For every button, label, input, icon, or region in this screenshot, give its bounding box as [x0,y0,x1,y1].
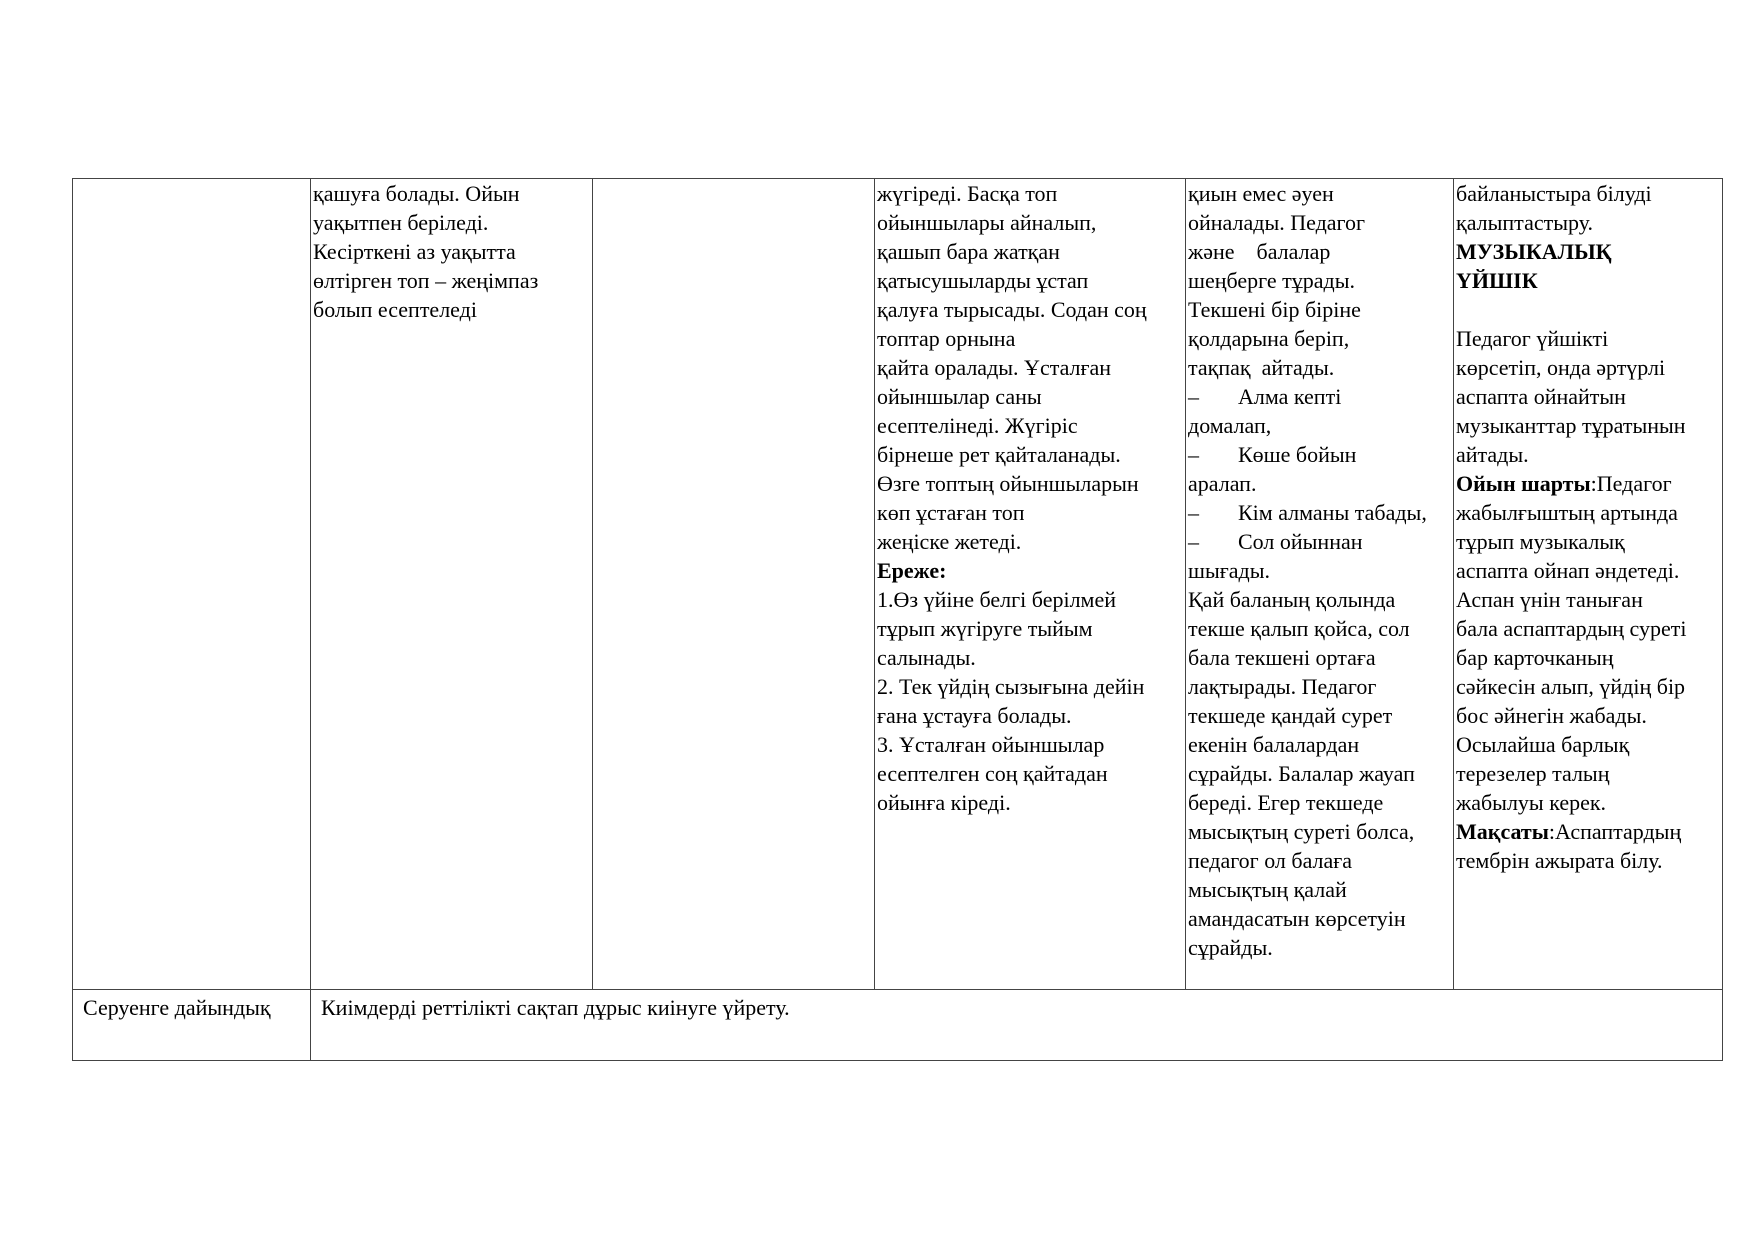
rules-heading: Ереже: [877,558,947,583]
verse-line [1188,469,1451,498]
text-line: ойыншылар саны [877,384,1042,409]
text-line: қиын емес әуен [1188,181,1334,206]
blank-line [1456,295,1720,324]
text-line: Өзге топтың ойыншыларын [877,471,1139,496]
verse-dash: – [1188,384,1199,409]
text-line: амандасатын көрсетуін [1188,906,1406,931]
game-title: МУЗЫКАЛЫҚ [1456,239,1612,264]
text-line: көрсетіп, онда әртүрлі [1456,355,1666,380]
rule-line: 3. Ұсталған ойыншылар [877,732,1105,757]
text-line: байланыстыра білуді [1456,181,1652,206]
text-line: жеңіске жетеді. [877,529,1022,554]
text-line: Осылайша барлық [1456,732,1630,757]
text-line: уақытпен беріледі. [313,210,489,235]
text-line: көп ұстаған топ [877,500,1025,525]
text-line: Текшені бір біріне [1188,297,1361,322]
verse-text: Алма кепті [1238,384,1342,409]
text-line: лақтырады. Педагог [1188,674,1377,699]
text-line: бала аспаптардың суреті [1456,616,1687,641]
cell-running-game [875,179,1186,990]
text-line: айтады. [1456,442,1529,467]
text-line: топтар орнына [877,326,1016,351]
text-line: сұрайды. [1188,935,1273,960]
text-line: ойналады. Педагог [1188,210,1366,235]
text-line: шеңберге тұрады. [1188,268,1355,293]
text-line: педагог ол балаға [1188,848,1353,873]
verse-dash: – [1188,442,1199,467]
text-line: текше қалып қойса, сол [1188,616,1410,641]
text-line: мысықтың суреті болса, [1188,819,1415,844]
cell-empty-label [73,179,311,990]
cell-game-ending [311,179,593,990]
text-line: бала текшені ортаға [1188,645,1376,670]
text-line: Педагог үйшікті [1456,326,1609,351]
rule-line: тұрып жүгіруге тыйым [877,616,1093,641]
walk-prep-label: Серуенге дайындық [73,990,311,1061]
text-line: бар карточканың [1456,645,1614,670]
text-line: қашуға болады. Ойын [313,181,520,206]
rule-line: салынады. [877,645,976,670]
verse-line [1188,440,1451,469]
cell-music-house-game [1454,179,1723,990]
rule-line [1456,469,1720,498]
rule-line: есептелген соң қайтадан [877,761,1108,786]
verse-dash: – [1188,500,1199,525]
text-line: қашып бара жатқан [877,239,1060,264]
text-line: қалыптастыру. [1456,210,1593,235]
text-line: және балалар [1188,239,1331,264]
text-line: бос әйнегін жабады. [1456,703,1647,728]
text-line: мысықтың қалай [1188,877,1347,902]
goal-label: Мақсаты [1456,819,1549,844]
text-line: жабылуы керек. [1456,790,1607,815]
cell-empty-3 [593,179,875,990]
verse-text: домалап, [1188,413,1272,438]
text-line: Кесірткені аз уақытта [313,239,516,264]
rule-line: 1.Өз үйіне белгі берілмей [877,587,1117,612]
rule-line: ғана ұстауға болады. [877,703,1072,728]
text-line: екенін балалардан [1188,732,1360,757]
cell-cube-game [1186,179,1454,990]
plan-table [72,178,1723,1061]
text-line: өлтірген топ – жеңімпаз [313,268,539,293]
game-title: ҮЙШІК [1456,268,1538,293]
text-line: тұрып музыкалық [1456,529,1625,554]
text-line: музыканттар тұратынын [1456,413,1686,438]
rule-line: ойынға кіреді. [877,790,1011,815]
table-row-walk-prep [73,990,1723,1061]
rule-label: Ойын шарты [1456,471,1591,496]
verse-line [1188,411,1451,440]
text-line: есептелінеді. Жүгіріс [877,413,1078,438]
text-line: сұрайды. Балалар жауап [1188,761,1415,786]
text-line: жүгіреді. Басқа топ [877,181,1058,206]
text-line: қайта оралады. Ұсталған [877,355,1112,380]
verse-line [1188,498,1451,527]
verse-text: Сол ойыннан [1238,529,1363,554]
text-line: болып есептеледі [313,297,477,322]
text-line: қатысушыларды ұстап [877,268,1089,293]
text-line: қалуға тырысады. Содан соң [877,297,1147,322]
text-line: жабылғыштың артында [1456,500,1678,525]
verse-line [1188,382,1451,411]
table-row-activities [73,179,1723,990]
verse-text: Көше бойын [1238,442,1357,467]
text-line: сәйкесін алып, үйдің бір [1456,674,1686,699]
text-line: терезелер талың [1456,761,1610,786]
goal-line [1456,817,1720,846]
text-line: Аспан үнін таныған [1456,587,1643,612]
verse-text: шығады. [1188,558,1270,583]
text-line: бірнеше рет қайталанады. [877,442,1121,467]
text-line: ойыншылары айналып, [877,210,1097,235]
rule-text: :Педагог [1590,471,1672,496]
walk-prep-text: Киімдерді реттілікті сақтап дұрыс киінуге үйрету. [311,990,1723,1061]
verse-dash: – [1188,529,1199,554]
goal-text: :Аспаптардың [1548,819,1682,844]
text-line: береді. Егер текшеде [1188,790,1384,815]
text-line: аспапта ойнап әндетеді. [1456,558,1680,583]
verse-line [1188,556,1451,585]
text-line: тақпақ айтады. [1188,355,1335,380]
verse-line [1188,527,1451,556]
text-line: аспапта ойнайтын [1456,384,1626,409]
verse-text: Кім алманы табады, [1238,500,1427,525]
verse-text: аралап. [1188,471,1257,496]
text-line: қолдарына беріп, [1188,326,1350,351]
text-line: тембрін ажырата білу. [1456,848,1663,873]
text-line: текшеде қандай сурет [1188,703,1393,728]
text-line: Қай баланың қолында [1188,587,1396,612]
rule-line: 2. Тек үйдің сызығына дейін [877,674,1145,699]
